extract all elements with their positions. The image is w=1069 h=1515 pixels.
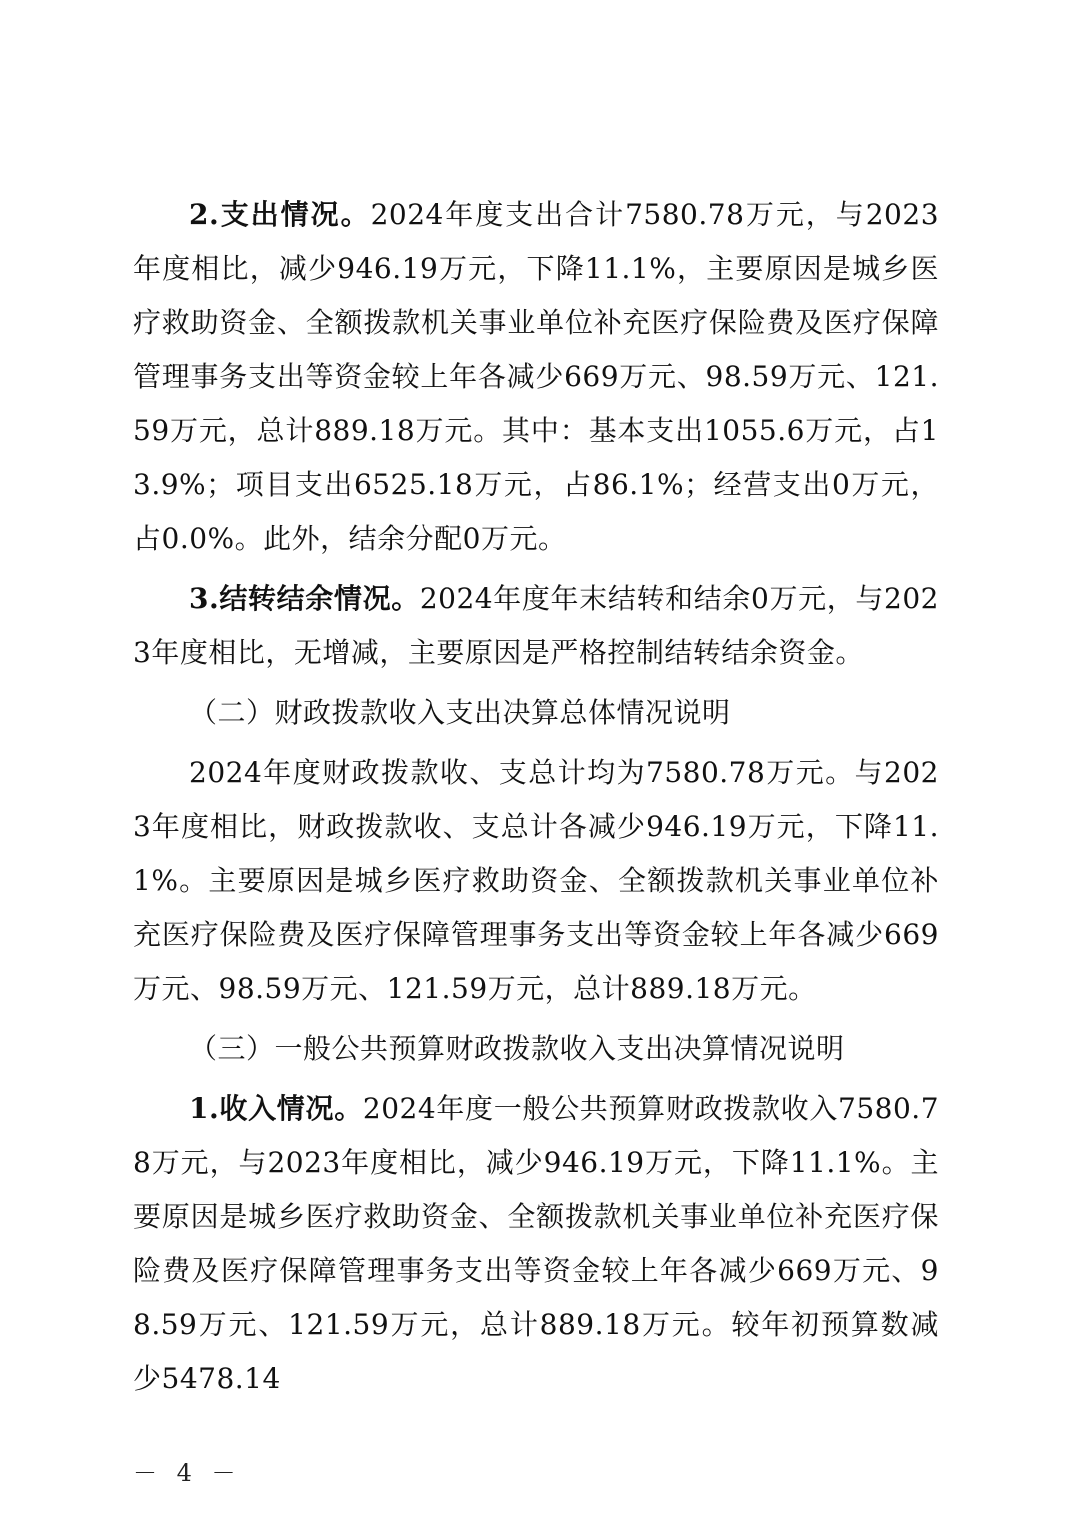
section-heading-fiscal-overall [133, 686, 939, 740]
paragraph-lead: 2.支出情况。 [189, 198, 371, 231]
paragraph-lead: 3.结转结余情况。 [189, 582, 420, 615]
section-heading-text: （二）财政拨款收入支出决算总体情况说明 [189, 696, 731, 729]
paragraph-fiscal-overall [133, 746, 939, 1016]
section-heading-text: （三）一般公共预算财政拨款收入支出决算情况说明 [189, 1032, 845, 1065]
paragraph-text: 2024年度年末结转和结余0万元，与2023年度相比，无增减，主要原因是严格控制结转结余资金。 [133, 582, 939, 669]
paragraph-expenditure [133, 188, 939, 566]
paragraph-lead: 1.收入情况。 [189, 1092, 363, 1125]
paragraph-text: 2024年度一般公共预算财政拨款收入7580.78万元，与2023年度相比，减少946.19万元，下降11.1%。主要原因是城乡医疗救助资金、全额拨款机关事业单位补充医疗保险费及医疗保障管理事务支出等资金较上年各减少669万元、98.59万元、121.59万元，总计889.18万元。较年初预算数减少5478.14 [133, 1092, 940, 1395]
paragraph-text: 2024年度财政拨款收、支总计均为7580.78万元。与2023年度相比，财政拨款收、支总计各减少946.19万元，下降11.1%。主要原因是城乡医疗救助资金、全额拨款机关事业单位补充医疗保险费及医疗保障管理事务支出等资金较上年各减少669万元、98.59万元、121.59万元，总计889.18万元。 [133, 756, 939, 1005]
paragraph-income [133, 1082, 939, 1406]
paragraph-text: 2024年度支出合计7580.78万元，与2023年度相比，减少946.19万元，下降11.1%，主要原因是城乡医疗救助资金、全额拨款机关事业单位补充医疗保险费及医疗保障管理事务支出等资金较上年各减少669万元、98.59万元、121.59万元，总计889.18万元。其中：基本支出1055.6万元，占13.9%；项目支出6525.18万元，占86.1%；经营支出0万元，占0.0%。此外，结余分配0万元。 [133, 198, 940, 555]
paragraph-carryover [133, 572, 939, 680]
section-heading-general-budget [133, 1022, 939, 1076]
page-number: － 4 － [133, 1459, 242, 1487]
body-text [133, 188, 939, 1412]
